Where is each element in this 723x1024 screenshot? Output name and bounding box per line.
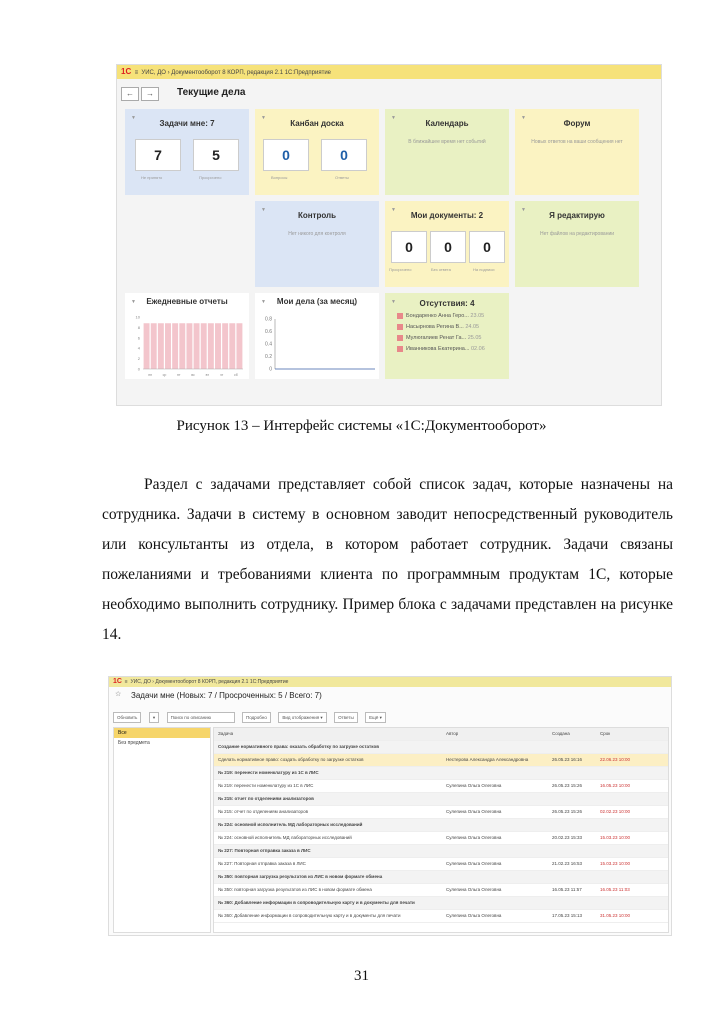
tile-title: Мои документы: 2: [410, 211, 484, 220]
x-tick-label: чт: [219, 373, 224, 377]
daily-reports-chart: [125, 311, 249, 383]
cell-due: 22.06.23 10:00: [600, 757, 631, 762]
absence-row[interactable]: Иванникова Екатерина... 02.06: [397, 344, 485, 354]
dropdown-button[interactable]: ▾: [149, 712, 159, 723]
bar: [194, 323, 200, 369]
cell-author: Сулепина Ольга Олеговна: [446, 809, 502, 814]
kanban-label: Ответы: [335, 175, 349, 180]
cell-task: № 350: повторная загрузка результатов из ЛИС в новом формате обмена: [218, 887, 372, 892]
x-tick-label: пн: [148, 373, 153, 377]
list-header: Задачи мне (Новых: 7 / Просроченных: 5 / Всего: 7): [131, 691, 322, 700]
window-title: УИС, ДО › Документооборот 8 КОРП, редакция 2.1 1С:Предприятие: [141, 70, 332, 76]
bar: [208, 323, 214, 369]
tile-message: Новых ответов на ваши сообщения нет: [531, 139, 623, 145]
tile-title: Форум: [563, 119, 591, 128]
window-titlebar: [109, 677, 671, 687]
tile-kanban[interactable]: [255, 109, 379, 195]
tasks-not-accepted-count[interactable]: 7: [135, 139, 181, 171]
cell-author: Сулепина Ольга Олеговна: [446, 835, 502, 840]
bar: [165, 323, 171, 369]
tile-message: Нет файлов на редактировании: [539, 231, 615, 237]
cell-task: № 215: отчет по отделениям анализаторов: [218, 809, 308, 814]
cell-task: № 227: Повторная отправка заказа в ЛИС: [218, 861, 306, 866]
bar: [144, 323, 150, 369]
tile-my-work[interactable]: [255, 293, 379, 379]
tasks-label: Не принято: [141, 175, 163, 180]
filter-item-no-subject[interactable]: Без предмета: [118, 740, 150, 746]
cell-task: Создание нормативного права: оказать обработку по загрузке остатков: [218, 744, 379, 749]
answers-button[interactable]: Ответы: [334, 712, 358, 723]
refresh-button[interactable]: Обновить: [113, 712, 141, 723]
collapse-icon[interactable]: ▼: [261, 299, 266, 305]
cell-created: 26.05.23 15:26: [552, 783, 583, 788]
cell-created: 20.02.23 15:33: [552, 835, 583, 840]
cell-task: № 360: Добавление информации в сопроводительную карту и в документы для печати: [218, 900, 415, 905]
table-group-row[interactable]: [214, 845, 668, 858]
cell-created: 26.05.23 16:16: [552, 757, 583, 762]
table-group-row[interactable]: [214, 767, 668, 780]
window-titlebar: [117, 65, 661, 79]
bar: [151, 323, 157, 369]
bar: [215, 323, 221, 369]
cell-created: 21.02.23 16:53: [552, 861, 583, 866]
forward-arrow-icon[interactable]: →: [141, 87, 159, 101]
hamburger-icon[interactable]: ≡: [123, 679, 130, 685]
table-row[interactable]: [214, 858, 668, 871]
tile-daily-reports[interactable]: [125, 293, 249, 379]
tile-forum[interactable]: [515, 109, 639, 195]
page-number: 31: [354, 968, 369, 984]
cell-author: Сулепина Ольга Олеговна: [446, 913, 502, 918]
cell-author: Нестерова Александра Александровна: [446, 757, 529, 762]
table-row[interactable]: [214, 832, 668, 845]
table-group-row[interactable]: [214, 819, 668, 832]
docs-label: Просрочено: [389, 267, 412, 272]
table-row[interactable]: [214, 754, 668, 767]
table-group-row[interactable]: [214, 871, 668, 884]
collapse-icon[interactable]: ▼: [521, 207, 526, 213]
bar: [186, 323, 192, 369]
tasks-table: [213, 727, 669, 933]
y-tick-label: 4: [137, 345, 140, 351]
view-mode-select[interactable]: Вид отображения ▾: [278, 712, 326, 723]
y-tick-label: 2: [137, 356, 140, 362]
kanban-answers-count[interactable]: 0: [321, 139, 367, 171]
cell-due: 02.02.23 10:00: [600, 809, 631, 814]
tasks-overdue-count[interactable]: 5: [193, 139, 239, 171]
y-tick-label: 0.4: [265, 341, 272, 348]
bar: [179, 323, 185, 369]
cell-due: 31.05.23 10:00: [600, 913, 631, 918]
kanban-questions-count[interactable]: 0: [263, 139, 309, 171]
toolbar: [113, 709, 389, 721]
collapse-icon[interactable]: ▼: [131, 115, 136, 121]
table-group-row[interactable]: [214, 741, 668, 754]
absence-row[interactable]: Мулюгалиев Ренат Га... 25.05: [397, 333, 481, 343]
cell-task: № 360: Добавление информации в сопроводительную карту и в документы для печати: [218, 913, 401, 918]
y-tick-label: 0: [137, 366, 140, 372]
cell-due: 15.03.23 10:00: [600, 861, 631, 866]
collapse-icon[interactable]: ▼: [261, 115, 266, 121]
collapse-icon[interactable]: ▼: [521, 115, 526, 121]
cell-task: № 227: Повторная отправка заказа в ЛИС: [218, 848, 311, 853]
filter-item-all[interactable]: Все: [114, 728, 210, 738]
hamburger-icon[interactable]: ≡: [132, 70, 140, 76]
cell-author: Сулепина Ольга Олеговна: [446, 887, 502, 892]
tile-title: Контроль: [297, 211, 337, 220]
bar: [236, 323, 242, 369]
1c-logo: 1С: [121, 67, 132, 76]
docs-overdue-count[interactable]: 0: [391, 231, 427, 263]
x-tick-label: вт: [205, 373, 209, 377]
tile-message: Нет никого для контроля: [288, 231, 346, 237]
y-tick-label: 8: [137, 324, 140, 330]
page-title: Текущие дела: [177, 87, 246, 98]
collapse-icon[interactable]: ▼: [261, 207, 266, 213]
col-due[interactable]: Срок: [600, 731, 611, 736]
tile-title: Ежедневные отчеты: [146, 297, 228, 306]
my-work-chart: [255, 311, 379, 383]
absence-row[interactable]: Бондаренко Анна Геро... 23.05: [397, 311, 484, 321]
table-group-row[interactable]: [214, 793, 668, 806]
y-tick-label: 10: [135, 314, 140, 320]
bar: [172, 323, 178, 369]
y-tick-label: 0.2: [265, 354, 272, 360]
collapse-icon[interactable]: ▼: [391, 299, 396, 305]
x-tick-label: пт: [176, 373, 181, 377]
cell-due: 15.03.23 10:00: [600, 835, 631, 840]
collapse-icon[interactable]: ▼: [391, 207, 396, 213]
cell-created: 16.05.23 11:57: [552, 887, 582, 892]
col-author[interactable]: Автор: [446, 731, 459, 736]
tile-title: Отсутствия: 4: [419, 299, 475, 308]
col-created[interactable]: Создана: [552, 731, 570, 736]
bar: [229, 323, 235, 369]
table-header: [214, 728, 668, 741]
kanban-label: Вопросы: [271, 175, 288, 180]
absence-marker-icon: [397, 346, 403, 352]
bar: [222, 323, 228, 369]
cell-task: № 219: перенести номенклатуру из 1С в ЛИС: [218, 783, 314, 788]
tile-calendar[interactable]: [385, 109, 509, 195]
table-row[interactable]: [214, 910, 668, 923]
table-row[interactable]: [214, 806, 668, 819]
x-tick-label: сб: [233, 373, 238, 377]
bar: [201, 323, 207, 369]
x-tick-label: вс: [191, 373, 195, 377]
docs-label: Без ответа: [431, 267, 451, 272]
cell-created: 26.05.23 15:26: [552, 809, 583, 814]
table-row[interactable]: [214, 780, 668, 793]
cell-task: № 350: повторная загрузка результатов из ЛИС в новом формате обмена: [218, 874, 383, 879]
subject-filter-panel: [113, 727, 211, 933]
table-group-row[interactable]: [214, 897, 668, 910]
docs-no-answer-count[interactable]: 0: [430, 231, 466, 263]
cell-author: Сулепина Ольга Олеговна: [446, 783, 502, 788]
tile-my-documents[interactable]: [385, 201, 509, 287]
y-tick-label: 0.8: [265, 316, 272, 323]
search-input[interactable]: Поиск по описанию: [167, 712, 235, 723]
collapse-icon[interactable]: ▼: [391, 115, 396, 121]
cell-task: № 224: основной исполнитель МД лабораторных исследований: [218, 835, 352, 840]
tile-tasks[interactable]: [125, 109, 249, 195]
body-paragraph: Раздел с задачами представляет собой список задач, которые назначены на сотрудника. Задачи в систему в основном заводит непосредственный руководитель или консультанты из отдела, в котором работает сотрудник. Задачи связаны пожеланиями и требованиями клиента по программным продуктам 1С, которые необходимо выполнить сотруднику. Пример блока с задачами представлен на рисунке 14.: [102, 476, 673, 643]
figure-13-caption: Рисунок 13 – Интерфейс системы «1С:Документооборот»: [176, 418, 547, 434]
details-button[interactable]: Подробно: [242, 712, 271, 723]
absence-marker-icon: [397, 313, 403, 319]
bar: [158, 323, 164, 369]
collapse-icon[interactable]: ▼: [131, 299, 136, 305]
1c-logo: 1С: [113, 678, 122, 685]
tile-message: В ближайшее время нет событий: [408, 139, 486, 145]
cell-task: № 224: основной исполнитель МД лабораторных исследований: [218, 822, 363, 827]
figure-14-screenshot: [108, 676, 672, 936]
y-tick-label: 6: [137, 335, 140, 341]
forward-arrow-icon[interactable]: ☆: [115, 691, 122, 698]
col-task[interactable]: Задача: [218, 731, 234, 736]
tile-control[interactable]: [255, 201, 379, 287]
more-button[interactable]: Ещё ▾: [365, 712, 386, 723]
window-title: УИС, ДО › Документооборот 8 КОРП, редакция 2.1 1С:Предприятие: [130, 679, 289, 685]
back-arrow-icon[interactable]: ←: [121, 87, 139, 101]
docs-signing-count[interactable]: 0: [469, 231, 505, 263]
tile-editing[interactable]: [515, 201, 639, 287]
y-tick-label: 0: [269, 366, 272, 373]
tasks-label: Просрочено: [199, 175, 222, 180]
table-row[interactable]: [214, 884, 668, 897]
cell-author: Сулепина Ольга Олеговна: [446, 861, 502, 866]
absence-marker-icon: [397, 335, 403, 341]
y-tick-label: 0.6: [265, 329, 272, 335]
figure-13-screenshot: [116, 64, 662, 406]
docs-label: На подписи: [473, 267, 495, 272]
cell-due: 16.05.23 11:03: [600, 887, 630, 892]
tile-absences[interactable]: [385, 293, 509, 379]
tile-title: Календарь: [425, 119, 469, 128]
nav-buttons: [121, 85, 161, 101]
cell-task: Сделать нормативное право: создать обработку по загрузке остатков: [218, 757, 364, 762]
tile-title: Канбан доска: [290, 119, 344, 128]
cell-task: № 215: отчет по отделениям анализаторов: [218, 796, 314, 801]
cell-task: № 219: перенести номенклатуру из 1С в ЛИС: [218, 770, 319, 775]
tile-title: Я редактирую: [549, 211, 605, 220]
absence-marker-icon: [397, 324, 403, 330]
x-tick-label: ср: [162, 373, 167, 377]
cell-created: 17.05.23 15:13: [552, 913, 583, 918]
tile-title: Задачи мне: 7: [159, 119, 215, 128]
tile-title: Мои дела (за месяц): [276, 297, 358, 306]
cell-due: 16.05.23 10:00: [600, 783, 631, 788]
absence-row[interactable]: Насырнова Регина В... 24.05: [397, 322, 479, 332]
